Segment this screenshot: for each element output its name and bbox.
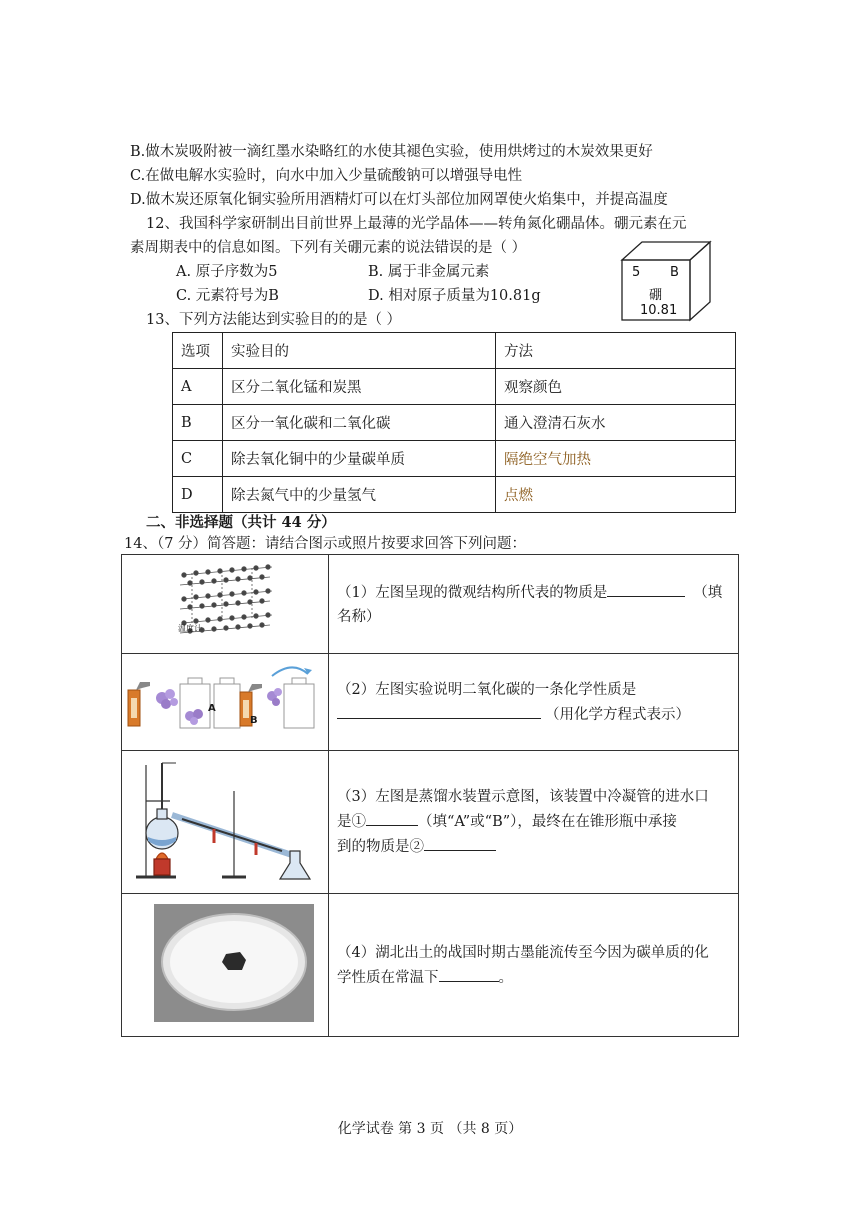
q14-p2-text-tail: （用化学方程式表示） bbox=[545, 706, 690, 723]
petri-dish-photo-icon bbox=[122, 894, 328, 1032]
header-purpose: 实验目的 bbox=[223, 333, 496, 369]
q14-p3-text-3: （填“A”或“B”），最终在在锥形瓶中承接 bbox=[418, 814, 677, 830]
q12-option-b: B. 属于非金属元素 bbox=[368, 264, 490, 280]
q14-p4-text: （4）湖北出土的战国时期古墨能流传至今因为碳单质的化 bbox=[337, 944, 709, 961]
graphite-lattice-icon bbox=[122, 555, 328, 649]
q14-p1-text-tail: （填 bbox=[693, 584, 723, 601]
row-method: 观察颜色 bbox=[496, 369, 736, 405]
row-method: 隔绝空气加热 bbox=[496, 441, 736, 477]
distillation-apparatus-image bbox=[122, 624, 329, 894]
element-number: 5 bbox=[632, 265, 641, 280]
table-row bbox=[122, 894, 739, 1037]
q12-option-d: D. 相对原子质量为10.81g bbox=[368, 288, 541, 304]
table-row bbox=[122, 751, 739, 894]
q14-table bbox=[121, 554, 739, 1037]
element-symbol: B bbox=[670, 265, 679, 280]
page-footer: 化学试卷 第 3 页 （共 8 页） bbox=[337, 1121, 523, 1137]
table-row bbox=[122, 654, 739, 751]
option-c-prev: C.在做电解水实验时，向水中加入少量硫酸钠可以增强导电性 bbox=[130, 168, 523, 184]
co2-litmus-experiment-image bbox=[122, 654, 329, 751]
answer-blank[interactable] bbox=[424, 834, 496, 851]
q14-part4 bbox=[329, 894, 739, 1037]
table-row bbox=[173, 405, 736, 441]
row-purpose: 除去氧化铜中的少量碳单质 bbox=[223, 441, 496, 477]
table-header-row bbox=[173, 333, 736, 369]
row-purpose: 除去氮气中的少量氢气 bbox=[223, 477, 496, 513]
q14-part3 bbox=[329, 751, 739, 894]
table-row bbox=[173, 369, 736, 405]
q14-part2 bbox=[329, 654, 739, 751]
answer-blank[interactable] bbox=[337, 702, 541, 719]
option-d-prev: D.做木炭还原氧化铜实验所用酒精灯可以在灯头部位加网罩使火焰集中，并提高温度 bbox=[130, 192, 668, 208]
boron-element-card bbox=[620, 240, 712, 322]
row-method: 通入澄清石灰水 bbox=[496, 405, 736, 441]
co2-experiment-icon bbox=[122, 654, 328, 746]
q14-stem: 14、（7 分）简答题：请结合图示或照片按要求回答下列问题： bbox=[124, 536, 527, 552]
q12-stem-line1: 12、我国科学家研制出目前世界上最薄的光学晶体——转角氮化硼晶体。硼元素在元 bbox=[146, 216, 687, 232]
distillation-apparatus-icon bbox=[122, 751, 328, 889]
table-row bbox=[173, 441, 736, 477]
row-purpose: 区分一氧化碳和二氧化碳 bbox=[223, 405, 496, 441]
q14-p4-text-3: 。 bbox=[498, 969, 513, 986]
q13-table bbox=[172, 332, 736, 513]
graphite-structure-image bbox=[122, 555, 329, 654]
row-method: 点燃 bbox=[496, 477, 736, 513]
q14-part1 bbox=[329, 555, 739, 654]
row-purpose: 区分二氧化锰和炭黑 bbox=[223, 369, 496, 405]
q14-p3-text-2: 是① bbox=[337, 814, 366, 830]
table-row bbox=[173, 477, 736, 513]
option-b-prev: B.做木炭吸附被一滴红墨水染略红的水使其褪色实验，使用烘烤过的木炭效果更好 bbox=[130, 144, 653, 160]
element-name: 硼 bbox=[649, 288, 663, 303]
q12-stem-line2: 素周期表中的信息如图。下列有关硼元素的说法错误的是（ ） bbox=[130, 240, 527, 256]
row-option: C bbox=[173, 441, 223, 477]
q14-p4-text-2: 学性质在常温下 bbox=[337, 969, 439, 986]
header-method: 方法 bbox=[496, 333, 736, 369]
answer-blank[interactable] bbox=[607, 580, 685, 597]
q14-p3-text-4: 到的物质是② bbox=[337, 839, 424, 855]
element-mass: 10.81 bbox=[640, 303, 678, 318]
row-option: B bbox=[173, 405, 223, 441]
q14-p1-text: （1）左图呈现的微观结构所代表的物质是 bbox=[337, 584, 608, 601]
section2-title: 二、非选择题（共计 44 分） bbox=[146, 514, 336, 531]
thermometer-label: 温度计 bbox=[178, 624, 202, 633]
answer-blank[interactable] bbox=[366, 809, 418, 826]
q13-stem: 13、下列方法能达到实验目的的是（ ） bbox=[146, 312, 402, 328]
table-row bbox=[122, 555, 739, 654]
row-option: D bbox=[173, 477, 223, 513]
q14-p1-text-2: 名称） bbox=[337, 608, 381, 625]
inlet-label-b: B bbox=[250, 715, 258, 726]
q12-option-c: C. 元素符号为B bbox=[176, 288, 279, 304]
ancient-ink-photo bbox=[122, 894, 329, 1037]
q12-option-a: A. 原子序数为5 bbox=[176, 264, 278, 280]
inlet-label-a: A bbox=[208, 703, 216, 714]
header-option: 选项 bbox=[173, 333, 223, 369]
row-option: A bbox=[173, 369, 223, 405]
q14-p2-text: （2）左图实验说明二氧化碳的一条化学性质是 bbox=[337, 681, 637, 698]
answer-blank[interactable] bbox=[439, 965, 499, 982]
q14-p3-text: （3）左图是蒸馏水装置示意图，该装置中冷凝管的进水口 bbox=[337, 789, 709, 805]
